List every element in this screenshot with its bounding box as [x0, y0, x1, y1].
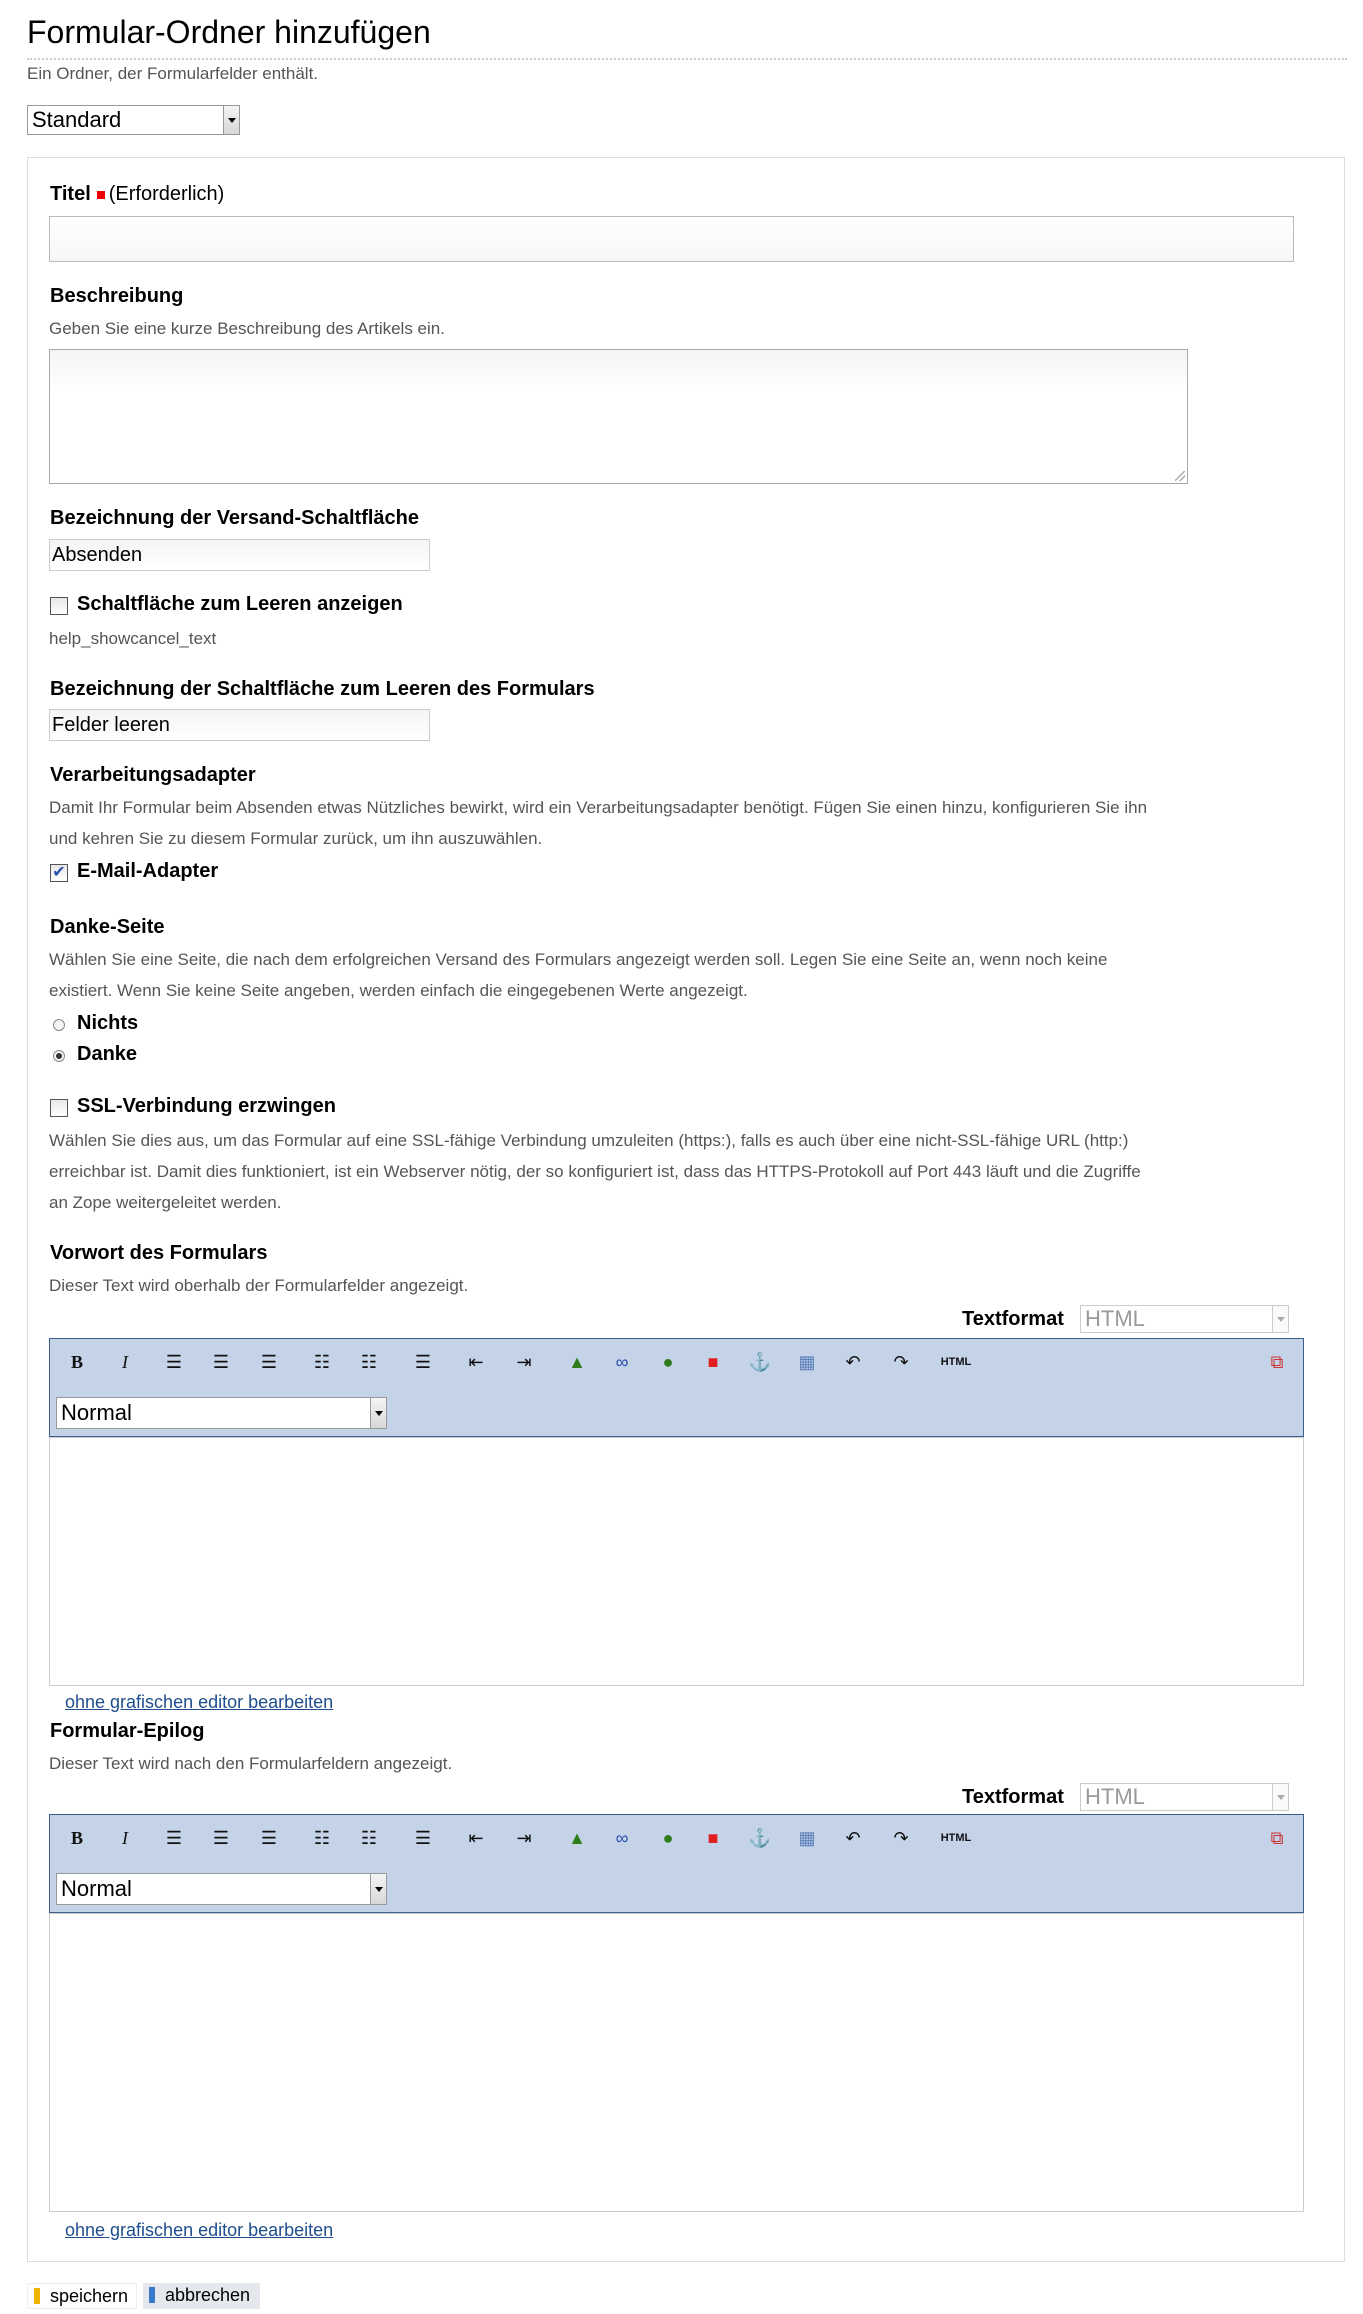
undo-icon[interactable]: ↶: [845, 1352, 861, 1372]
description-textarea[interactable]: [49, 349, 1188, 484]
outdent-icon[interactable]: ⇤: [468, 1352, 484, 1372]
align-left-icon[interactable]: ☰: [165, 1828, 183, 1848]
ssl-label[interactable]: SSL-Verbindung erzwingen: [77, 1095, 336, 1117]
outdent-icon[interactable]: ⇤: [468, 1828, 484, 1848]
title-input[interactable]: [49, 216, 1294, 262]
definition-list-icon[interactable]: ☰: [414, 1352, 432, 1372]
html-source-icon[interactable]: HTML: [940, 1832, 972, 1844]
prologue-format-select[interactable]: [56, 1397, 387, 1429]
ordered-list-icon[interactable]: ☷: [313, 1352, 331, 1372]
unordered-list-icon[interactable]: ☷: [360, 1828, 378, 1848]
schema-select-value: Standard: [32, 107, 122, 132]
epilogue-editor-area[interactable]: [49, 1913, 1304, 2212]
indent-icon[interactable]: ⇥: [516, 1828, 532, 1848]
bold-icon[interactable]: B: [70, 1352, 83, 1372]
save-icon: [34, 2288, 40, 2304]
fullscreen-icon[interactable]: ⧉: [1270, 1352, 1284, 1372]
epilogue-textformat-select[interactable]: [1080, 1783, 1289, 1811]
page-title: Formular-Ordner hinzufügen: [27, 12, 1347, 60]
align-right-icon[interactable]: ☰: [260, 1828, 278, 1848]
prologue-help: Dieser Text wird oberhalb der Formularfelder angezeigt.: [49, 1276, 469, 1295]
epilogue-textformat-label: Textformat: [962, 1786, 1064, 1808]
align-left-icon[interactable]: ☰: [165, 1352, 183, 1372]
save-button[interactable]: [27, 2283, 137, 2309]
align-right-icon[interactable]: ☰: [260, 1352, 278, 1372]
cancel-icon: [149, 2287, 155, 2303]
align-center-icon[interactable]: ☰: [212, 1828, 230, 1848]
cancel-button-label: abbrechen: [165, 2285, 251, 2305]
show-cancel-label[interactable]: Schaltfläche zum Leeren anzeigen: [77, 593, 403, 615]
ordered-list-icon[interactable]: ☷: [313, 1828, 331, 1848]
chevron-down-icon: [223, 106, 239, 134]
required-text: (Erforderlich): [108, 183, 225, 205]
show-cancel-help: help_showcancel_text: [49, 629, 217, 648]
fullscreen-icon[interactable]: ⧉: [1270, 1828, 1284, 1848]
html-source-icon[interactable]: HTML: [940, 1356, 972, 1368]
prologue-textformat-label: Textformat: [962, 1308, 1064, 1330]
chevron-down-icon: [1272, 1306, 1288, 1332]
italic-icon[interactable]: I: [122, 1828, 128, 1848]
ssl-help-line3: an Zope weitergeleitet werden.: [49, 1193, 282, 1212]
prologue-plain-editor-link[interactable]: ohne grafischen editor bearbeiten: [65, 1692, 334, 1712]
prologue-textformat-select[interactable]: [1080, 1305, 1289, 1333]
required-icon: [97, 191, 105, 199]
email-adapter-label[interactable]: E-Mail-Adapter: [77, 860, 219, 882]
submit-label-value: Absenden: [52, 544, 143, 566]
definition-list-icon[interactable]: ☰: [414, 1828, 432, 1848]
epilogue-plain-editor-link[interactable]: ohne grafischen editor bearbeiten: [65, 2220, 334, 2240]
table-icon[interactable]: ▦: [798, 1352, 816, 1372]
epilogue-editor-toolbar: [49, 1814, 1304, 1913]
prologue-editor-area[interactable]: [49, 1437, 1304, 1686]
chevron-down-icon: [370, 1398, 386, 1428]
anchor-icon[interactable]: ⚓: [748, 1352, 772, 1372]
chevron-down-icon: [370, 1874, 386, 1904]
schema-select[interactable]: [27, 105, 240, 135]
save-button-label: speichern: [50, 2286, 129, 2306]
table-icon[interactable]: ▦: [798, 1828, 816, 1848]
align-center-icon[interactable]: ☰: [212, 1352, 230, 1372]
undo-icon[interactable]: ↶: [845, 1828, 861, 1848]
reset-label-input[interactable]: [49, 709, 430, 741]
epilogue-format-select[interactable]: [56, 1873, 387, 1905]
italic-icon[interactable]: I: [122, 1352, 128, 1372]
adapter-help-line1: Damit Ihr Formular beim Absenden etwas Nützliches bewirkt, wird ein Verarbeitungsadapter benötigt. Fügen Sie einen hinzu, konfigurieren Sie ihn: [49, 798, 1148, 817]
thanks-radio-nichts[interactable]: [53, 1019, 65, 1031]
submit-label-label: Bezeichnung der Versand-Schaltfläche: [50, 507, 419, 529]
prologue-label: Vorwort des Formulars: [50, 1242, 268, 1264]
title-label: [50, 183, 224, 206]
thanks-page-label: Danke-Seite: [50, 916, 165, 938]
epilogue-label: Formular-Epilog: [50, 1720, 205, 1742]
chevron-down-icon: [1272, 1784, 1288, 1810]
thanks-help-line2: existiert. Wenn Sie keine Seite angeben, werden einfach die eingegebenen Werte angezeigt.: [49, 981, 748, 1000]
thanks-help-line1: Wählen Sie eine Seite, die nach dem erfolgreichen Versand des Formulars angezeigt werden soll. Legen Sie eine Seite an, wenn noch keine: [49, 950, 1108, 969]
epilogue-textformat-value: HTML: [1085, 1784, 1145, 1809]
cancel-button[interactable]: [143, 2283, 260, 2309]
ssl-help-line2: erreichbar ist. Damit dies funktioniert, ist ein Webserver nötig, der so konfiguriert ist, dass das HTTPS-Protokoll auf Port 443 läuft und die Zugriffe: [49, 1162, 1141, 1181]
epilogue-format-value: Normal: [61, 1876, 132, 1901]
prologue-format-value: Normal: [61, 1400, 132, 1425]
resize-grip-icon[interactable]: [1175, 471, 1185, 481]
bold-icon[interactable]: B: [70, 1828, 83, 1848]
title-label-text: Titel: [50, 183, 91, 205]
description-help: Geben Sie eine kurze Beschreibung des Artikels ein.: [49, 319, 445, 338]
prologue-textformat-value: HTML: [1085, 1306, 1145, 1331]
image-icon[interactable]: ▲: [568, 1352, 586, 1372]
unordered-list-icon[interactable]: ☷: [360, 1352, 378, 1372]
adapter-help-line2: und kehren Sie zu diesem Formular zurück, um ihn auszuwählen.: [49, 829, 543, 848]
description-label: Beschreibung: [50, 285, 184, 307]
indent-icon[interactable]: ⇥: [516, 1352, 532, 1372]
external-link-icon[interactable]: ●: [662, 1352, 674, 1372]
page-subtitle: Ein Ordner, der Formularfelder enthält.: [27, 64, 319, 83]
show-cancel-checkbox[interactable]: [50, 597, 68, 615]
thanks-option-nichts[interactable]: Nichts: [77, 1012, 139, 1034]
image-icon[interactable]: ▲: [568, 1828, 586, 1848]
youtube-icon[interactable]: ■: [707, 1352, 719, 1372]
redo-icon[interactable]: ↷: [893, 1352, 909, 1372]
adapter-label: Verarbeitungsadapter: [50, 764, 256, 786]
thanks-option-danke[interactable]: Danke: [77, 1043, 138, 1065]
reset-label-value: Felder leeren: [52, 714, 170, 736]
youtube-icon[interactable]: ■: [707, 1828, 719, 1848]
email-adapter-checkbox[interactable]: [50, 864, 68, 882]
link-icon[interactable]: ∞: [615, 1352, 629, 1372]
thanks-radio-danke[interactable]: [53, 1050, 65, 1062]
ssl-checkbox[interactable]: [50, 1099, 68, 1117]
epilogue-help: Dieser Text wird nach den Formularfeldern angezeigt.: [49, 1754, 453, 1773]
ssl-help-line1: Wählen Sie dies aus, um das Formular auf eine SSL-fähige Verbindung umzuleiten (https:), falls es auch über eine nicht-SSL-fähige URL (http:): [49, 1131, 1129, 1150]
external-link-icon[interactable]: ●: [662, 1828, 674, 1848]
prologue-editor-toolbar: [49, 1338, 1304, 1437]
anchor-icon[interactable]: ⚓: [748, 1828, 772, 1848]
reset-label-label: Bezeichnung der Schaltfläche zum Leeren des Formulars: [50, 678, 595, 700]
redo-icon[interactable]: ↷: [893, 1828, 909, 1848]
link-icon[interactable]: ∞: [615, 1828, 629, 1848]
submit-label-input[interactable]: [49, 539, 430, 571]
